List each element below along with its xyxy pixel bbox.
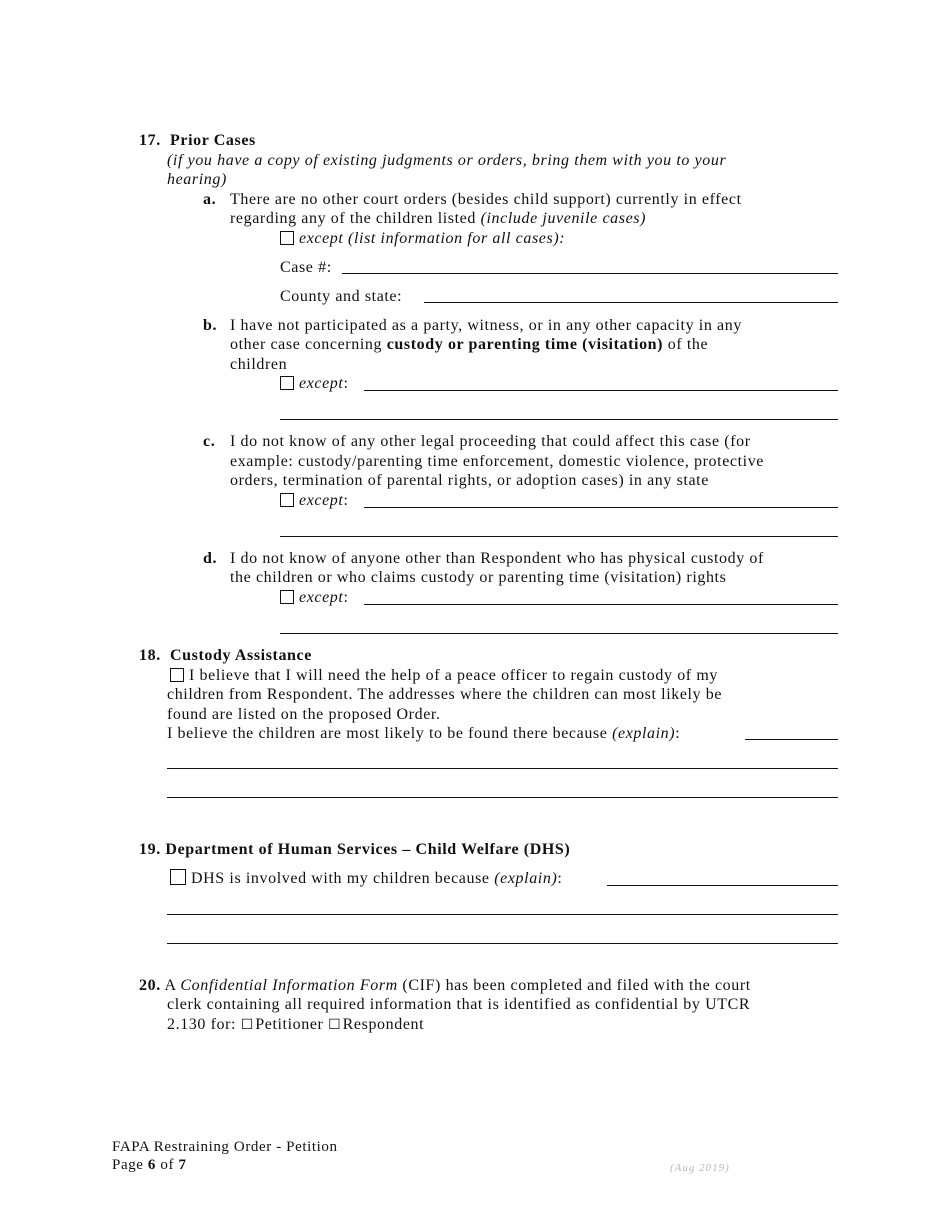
petitioner-checkbox[interactable]: ☐ — [240, 1017, 254, 1033]
item-a-text: There are no other court orders (besides child support) currently in effect — [230, 191, 742, 208]
custody-explain-field-line2[interactable] — [167, 768, 838, 769]
item-b-except-row: except: — [280, 374, 349, 393]
item-c-except-label: except — [299, 492, 344, 509]
section-17-heading: 17. Prior Cases — [139, 132, 256, 149]
item-c-text-cont: example: custody/parenting time enforcement, domestic violence, protective — [230, 453, 765, 470]
item-b-except-checkbox[interactable] — [280, 376, 294, 390]
item-a-text-cont: regarding any of the children listed (include juvenile cases) — [230, 210, 647, 227]
section-19-heading: 19. Department of Human Services – Child Welfare (DHS) — [139, 841, 571, 858]
footer-page-number: Page 6 of 7 — [112, 1157, 187, 1173]
item-b-except-field-line2[interactable] — [280, 419, 838, 420]
dhs-explain-field-line2[interactable] — [167, 914, 838, 915]
item-c-except-field-line2[interactable] — [280, 536, 838, 537]
custody-assistance-text-cont: children from Respondent. The addresses where the children can most likely be — [167, 686, 723, 703]
item-a-except-row — [280, 229, 565, 248]
section-17-note: (if you have a copy of existing judgments or orders, bring them with you to your — [167, 152, 727, 169]
respondent-checkbox[interactable]: ☐ — [328, 1017, 341, 1033]
dhs-explain-field[interactable] — [607, 885, 838, 886]
item-d-except-field-line2[interactable] — [280, 633, 838, 634]
item-b-text: I have not participated as a party, witness, or in any other capacity in any — [230, 317, 742, 334]
custody-explain-field-line3[interactable] — [167, 797, 838, 798]
section-18-heading: 18. Custody Assistance — [139, 647, 312, 664]
item-b-text-cont: other case concerning custody or parenting time (visitation) of the — [230, 336, 709, 353]
case-number-label: Case #: — [280, 259, 332, 276]
item-b-letter: b. — [203, 317, 218, 334]
section-20-text: 20. A Confidential Information Form (CIF) has been completed and filed with the court — [139, 977, 751, 994]
item-a-letter: a. — [203, 191, 217, 208]
footer-form-title: FAPA Restraining Order - Petition — [112, 1139, 338, 1155]
custody-explain-label: I believe the children are most likely to be found there because (explain): — [167, 725, 681, 742]
item-c-except-row: except: — [280, 491, 349, 510]
item-b-text-cont2: children — [230, 356, 288, 373]
item-c-except-field[interactable] — [364, 507, 838, 508]
custody-assistance-text-cont2: found are listed on the proposed Order. — [167, 706, 441, 723]
item-c-text: I do not know of any other legal proceeding that could affect this case (for — [230, 433, 751, 450]
dhs-checkbox[interactable] — [170, 869, 186, 885]
county-state-label: County and state: — [280, 288, 403, 305]
custody-assistance-checkbox[interactable] — [170, 668, 184, 682]
item-c-text-cont2: orders, termination of parental rights, or adoption cases) in any state — [230, 472, 709, 489]
petitioner-label: Petitioner — [255, 1016, 324, 1033]
section-20-text-cont: clerk containing all required information that is identified as confidential by UTCR — [167, 996, 751, 1013]
footer-revision-date: (Aug 2019) — [670, 1162, 730, 1174]
respondent-label: Respondent — [342, 1016, 425, 1033]
item-a-except-checkbox[interactable] — [280, 231, 294, 245]
dhs-row: DHS is involved with my children because (explain): — [170, 869, 562, 888]
section-20-text-cont2: 2.130 for: ☐ Petitioner ☐ Respondent — [167, 1016, 425, 1033]
item-c-except-checkbox[interactable] — [280, 493, 294, 507]
item-b-except-label: except — [299, 375, 344, 392]
item-c-letter: c. — [203, 433, 216, 450]
item-d-except-checkbox[interactable] — [280, 590, 294, 604]
dhs-explain-field-line3[interactable] — [167, 943, 838, 944]
custody-explain-field[interactable] — [745, 739, 838, 740]
case-number-field[interactable] — [342, 273, 838, 274]
item-d-text-cont: the children or who claims custody or parenting time (visitation) rights — [230, 569, 727, 586]
county-state-field[interactable] — [424, 302, 838, 303]
section-17-note-cont: hearing) — [167, 171, 227, 188]
item-d-text: I do not know of anyone other than Respondent who has physical custody of — [230, 550, 764, 567]
item-d-letter: d. — [203, 550, 218, 567]
item-a-except-label: except (list information for all cases): — [299, 230, 566, 247]
item-d-except-row: except: — [280, 588, 349, 607]
custody-assistance-row: I believe that I will need the help of a peace officer to regain custody of my — [170, 666, 718, 685]
item-b-except-field[interactable] — [364, 390, 838, 391]
item-d-except-label: except — [299, 589, 344, 606]
item-d-except-field[interactable] — [364, 604, 838, 605]
